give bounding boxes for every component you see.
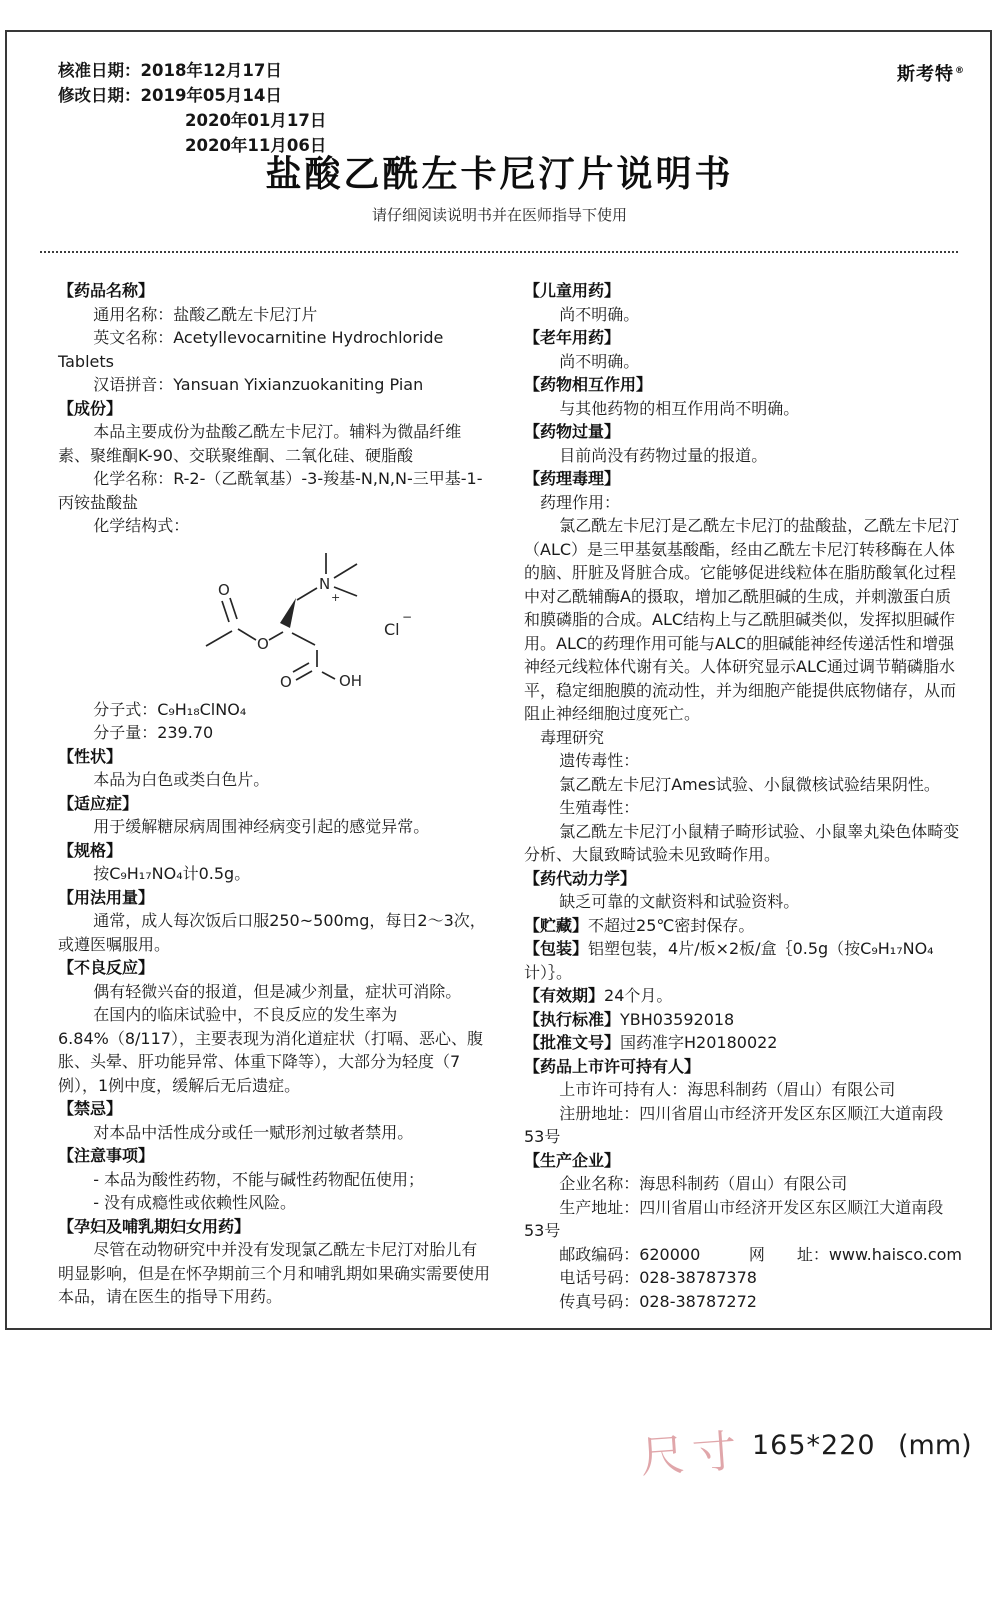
- approval-number-line: [524, 1031, 962, 1055]
- license-holder-address: 注册地址：四川省眉山市经济开发区东区顺江大道南段53号: [524, 1103, 944, 1146]
- atom-label-ester-oxygen: O: [257, 634, 269, 653]
- section-heading-pregnancy: 【孕妇及哺乳期妇女用药】: [58, 1216, 251, 1236]
- section-heading-adverse: 【不良反应】: [58, 958, 155, 977]
- adverse-paragraph-2: 在国内的临床试验中，不良反应的发生率为6.84%（8/117），主要表现为消化道症状（打嗝、恶心、腹胀、头晕、肝功能异常、体重下降等），大部分为轻度（7例），1例中度，缓解后无后遗症。: [58, 1005, 483, 1095]
- structure-label-line: 化学结构式：: [93, 516, 190, 535]
- atom-label-hydroxyl: OH: [339, 671, 363, 690]
- adverse-paragraph-1: 偶有轻微兴奋的报道，但是减少剂量，症状可消除。: [93, 981, 462, 1001]
- package-line: [524, 937, 962, 984]
- atom-label-carbonyl-oxygen: O: [218, 580, 230, 599]
- section-heading-character: 【性状】: [58, 746, 123, 766]
- molecular-weight-line: 分子量：239.70: [93, 723, 214, 742]
- section-heading-dosage: 【用法用量】: [58, 887, 155, 907]
- section-heading-license-holder: 【药品上市许可持有人】: [524, 1056, 701, 1076]
- atom-label-nitrogen: N: [319, 574, 331, 593]
- manufacturer-address: 生产地址：四川省眉山市经济开发区东区顺江大道南段53号: [524, 1197, 944, 1240]
- sheet-size-unit: (mm): [898, 1430, 972, 1461]
- section-heading-manufacturer: 【生产企业】: [524, 1150, 621, 1170]
- stereo-wedge-bond: [280, 598, 296, 628]
- section-heading-storage: 【贮藏】: [524, 915, 589, 935]
- dosage-text: 通常，成人每次饭后口服250~500mg，每日2～3次，或遵医嘱服用。: [58, 911, 486, 954]
- chemical-structure-figure: [176, 542, 438, 694]
- genetic-toxicity-subheading: 遗传毒性：: [559, 751, 640, 770]
- reproductive-toxicity-text: 氯乙酰左卡尼汀小鼠精子畸形试验、小鼠睾丸染色体畸变分析、大鼠致畸试验未见致畸作用。: [524, 821, 960, 864]
- pregnancy-text: 尽管在动物研究中并没有发现氯乙酰左卡尼汀对胎儿有明显影响，但是在怀孕期前三个月和哺乳期如果确实需要使用本品，请在医生的指导下用药。: [58, 1240, 491, 1306]
- license-holder-name: 上市许可持有人：海思科制药（眉山）有限公司: [559, 1080, 896, 1099]
- section-heading-standard: 【执行标准】: [524, 1009, 621, 1029]
- section-heading-indication: 【适应症】: [58, 793, 139, 813]
- storage-text: 不超过25℃密封保存。: [588, 915, 755, 935]
- elderly-text: 尚不明确。: [559, 351, 640, 371]
- standard-line: [524, 1008, 962, 1032]
- composition-main-text: 本品主要成份为盐酸乙酰左卡尼汀。辅料为微晶纤维素、聚维酮K-90、交联聚维酮、二氧化硅、硬脂酸: [58, 422, 462, 465]
- dotted-divider: [40, 251, 958, 253]
- postal-code: 邮政编码：620000: [559, 1244, 701, 1264]
- revision-date-line-2: 2020年01月17日: [185, 111, 327, 130]
- section-heading-drug-name: 【药品名称】: [58, 281, 155, 300]
- section-heading-pharmacology: 【药理毒理】: [524, 469, 621, 488]
- postal-website-line: [524, 1243, 962, 1267]
- genetic-toxicity-text: 氯乙酰左卡尼汀Ames试验、小鼠微核试验结果阴性。: [559, 774, 940, 794]
- page-title: 盐酸乙酰左卡尼汀片说明书: [265, 154, 734, 195]
- validity-text: 24个月。: [604, 986, 673, 1005]
- section-heading-package: 【包装】: [524, 939, 589, 958]
- atom-label-acid-oxygen: O: [280, 672, 292, 691]
- chemical-structure-drawing: [176, 542, 438, 694]
- section-heading-approval-number: 【批准文号】: [524, 1033, 621, 1052]
- pharmacokinetics-text: 缺乏可靠的文献资料和试验资料。: [559, 892, 800, 911]
- approval-dates-block: [58, 58, 326, 158]
- section-heading-elderly: 【老年用药】: [524, 328, 621, 347]
- charge-label-minus: −: [402, 609, 413, 624]
- contraindication-text: 对本品中活性成分或任一赋形剂过敏者禁用。: [93, 1122, 414, 1142]
- chemical-name-line: 化学名称：R-2-（乙酰氧基）-3-羧基-N,N,N-三甲基-1-丙铵盐酸盐: [58, 469, 483, 512]
- pharmacology-subheading-action: 药理作用：: [540, 492, 621, 512]
- section-heading-precautions: 【注意事项】: [58, 1146, 155, 1165]
- generic-name-line: 通用名称：盐酸乙酰左卡尼汀片: [93, 304, 318, 324]
- section-heading-pharmacokinetics: 【药代动力学】: [524, 868, 637, 888]
- approval-number-text: 国药准字H20180022: [620, 1033, 778, 1052]
- atom-label-chloride: Cl: [384, 619, 400, 639]
- toxicology-subheading: 毒理研究: [540, 727, 605, 747]
- section-heading-overdose: 【药物过量】: [524, 422, 621, 441]
- pharmacology-paragraph: 氯乙酰左卡尼汀是乙酰左卡尼汀的盐酸盐，乙酰左卡尼汀（ALC）是三甲基氨基酸酯，经由乙酰左卡尼汀转移酶在人体的脑、肝脏及肾脏合成。它能够促进线粒体在脂肪酸氧化过程中对乙酰辅酶A的摄取，增加乙酰胆碱的生成，并刺激蛋白质和膜磷脂的合成。ALC结构上与乙酰胆碱类似，发挥拟胆碱作用。ALC的药理作用可能与ALC的胆碱能神经传递活性和增强神经元线粒体代谢有关。人体研究显示ALC通过调节鞘磷脂水平，稳定细胞膜的流动性，并为细胞产能提供底物储存，从而阻止神经细胞过度死亡。: [524, 516, 960, 723]
- molecular-formula-line: 分子式：C₉H₁₈ClNO₄: [93, 699, 247, 719]
- validity-line: [524, 984, 962, 1008]
- children-text: 尚不明确。: [559, 304, 640, 324]
- package-text: 铝塑包装，4片/板×2板/盒｛0.5g（按C₉H₁₇NO₄计）｝。: [524, 939, 934, 982]
- right-column: [524, 279, 962, 1313]
- reproductive-toxicity-subheading: 生殖毒性：: [559, 798, 640, 817]
- sheet-size-value: 165*220: [752, 1430, 876, 1461]
- overdose-text: 目前尚没有药物过量的报道。: [559, 445, 768, 465]
- character-text: 本品为白色或类白色片。: [93, 770, 270, 789]
- manufacturer-name: 企业名称：海思科制药（眉山）有限公司: [559, 1174, 848, 1193]
- indication-text: 用于缓解糖尿病周围神经病变引起的感觉异常。: [93, 817, 430, 836]
- revision-date-line-3: 2020年11月06日: [185, 136, 327, 155]
- precaution-item-2: - 没有成瘾性或依赖性风险。: [93, 1193, 297, 1212]
- section-heading-composition: 【成份】: [58, 398, 123, 418]
- approval-date-line: 核准日期：2018年12月17日: [58, 61, 282, 80]
- phone-number: 电话号码：028-38787378: [559, 1268, 757, 1287]
- usage-notice: 请仔细阅读说明书并在医师指导下使用: [371, 206, 627, 224]
- section-heading-spec: 【规格】: [58, 840, 123, 860]
- precaution-item-1: - 本品为酸性药物，不能与碱性药物配伍使用；: [93, 1169, 425, 1189]
- brand-name: 斯考特: [897, 64, 954, 85]
- spec-text: 按C₉H₁₇NO₄计0.5g。: [93, 864, 251, 883]
- standard-text: YBH03592018: [620, 1009, 735, 1029]
- english-name-line: 英文名称：Acetyllevocarnitine Hydrochloride Tablets: [58, 328, 444, 371]
- pinyin-name-line: 汉语拼音：Yansuan Yixianzuokaniting Pian: [93, 375, 424, 394]
- handwritten-size-note: 尺寸: [638, 1425, 746, 1484]
- section-heading-children: 【儿童用药】: [524, 281, 621, 300]
- registered-trademark-icon: ®: [955, 66, 965, 76]
- charge-label-plus: +: [331, 590, 341, 604]
- section-heading-interaction: 【药物相互作用】: [524, 375, 653, 394]
- section-heading-validity: 【有效期】: [524, 986, 605, 1005]
- brand-logo: [897, 60, 965, 86]
- website: 网 址：www.haisco.com: [748, 1244, 962, 1264]
- fax-number: 传真号码：028-38787272: [559, 1291, 757, 1311]
- interaction-text: 与其他药物的相互作用尚不明确。: [559, 398, 800, 418]
- storage-line: [524, 914, 962, 938]
- left-column: [58, 279, 491, 1309]
- section-heading-contraindication: 【禁忌】: [58, 1099, 123, 1118]
- revision-date-line: 修改日期：2019年05月14日: [58, 86, 282, 105]
